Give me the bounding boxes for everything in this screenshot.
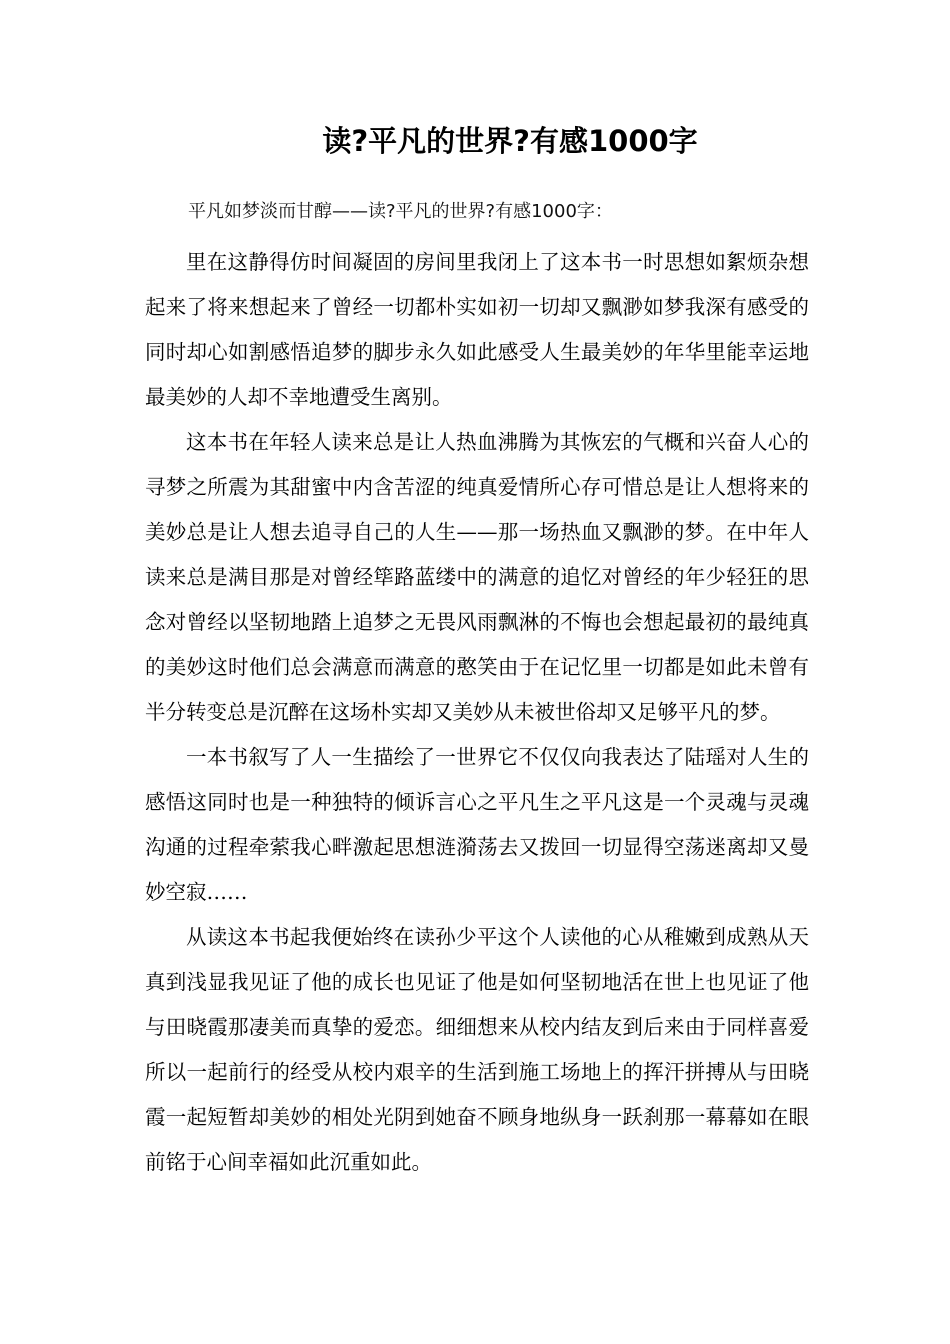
document-title: 读?平凡的世界?有感1000字 [322, 124, 698, 158]
paragraph: 从读这本书起我便始终在读孙少平这个人读他的心从稚嫩到成熟从天真到浅显我见证了他的成长也见证了他是如何坚韧地活在世上也见证了他与田晓霞那凄美而真挚的爱恋。细细想来从校内结友到后来由于同样喜爱所以一起前行的经受从校内艰辛的生活到施工场地上的挥汗拼搏从与田晓霞一起短暂却美妙的相处光阴到她奋不顾身地纵身一跃刹那一幕幕如在眼前铭于心间幸福如此沉重如此。 [145, 925, 809, 1174]
paragraph: 里在这静得仿时间凝固的房间里我闭上了这本书一时思想如絮烦杂想起来了将来想起来了曾经一切都朴实如初一切却又飘渺如梦我深有感受的同时却心如割感悟追梦的脚步永久如此感受人生最美妙的年华里能幸运地最美妙的人却不幸地遭受生离别。 [145, 250, 809, 409]
document-body [145, 240, 809, 1185]
paragraph: 一本书叙写了人一生描绘了一世界它不仅仅向我表达了陆瑶对人生的感悟这同时也是一种独特的倾诉言心之平凡生之平凡这是一个灵魂与灵魂沟通的过程牵萦我心畔激起思想涟漪荡去又拨回一切显得空荡迷离却又曼妙空寂…… [145, 745, 809, 904]
paragraph: 这本书在年轻人读来总是让人热血沸腾为其恢宏的气概和兴奋人心的寻梦之所震为其甜蜜中内含苦涩的纯真爱情所心存可惜总是让人想将来的美妙总是让人想去追寻自己的人生——那一场热血又飘渺的梦。在中年人读来总是满目那是对曾经筚路蓝缕中的满意的追忆对曾经的年少轻狂的思念对曾经以坚韧地踏上追梦之无畏风雨飘淋的不悔也会想起最初的最纯真的美妙这时他们总会满意而满意的憨笑由于在记忆里一切都是如此未曾有半分转变总是沉醉在这场朴实却又美妙从未被世俗却又足够平凡的梦。 [145, 430, 809, 724]
document-subtitle: 平凡如梦淡而甘醇——读?平凡的世界?有感1000字： [188, 201, 613, 222]
